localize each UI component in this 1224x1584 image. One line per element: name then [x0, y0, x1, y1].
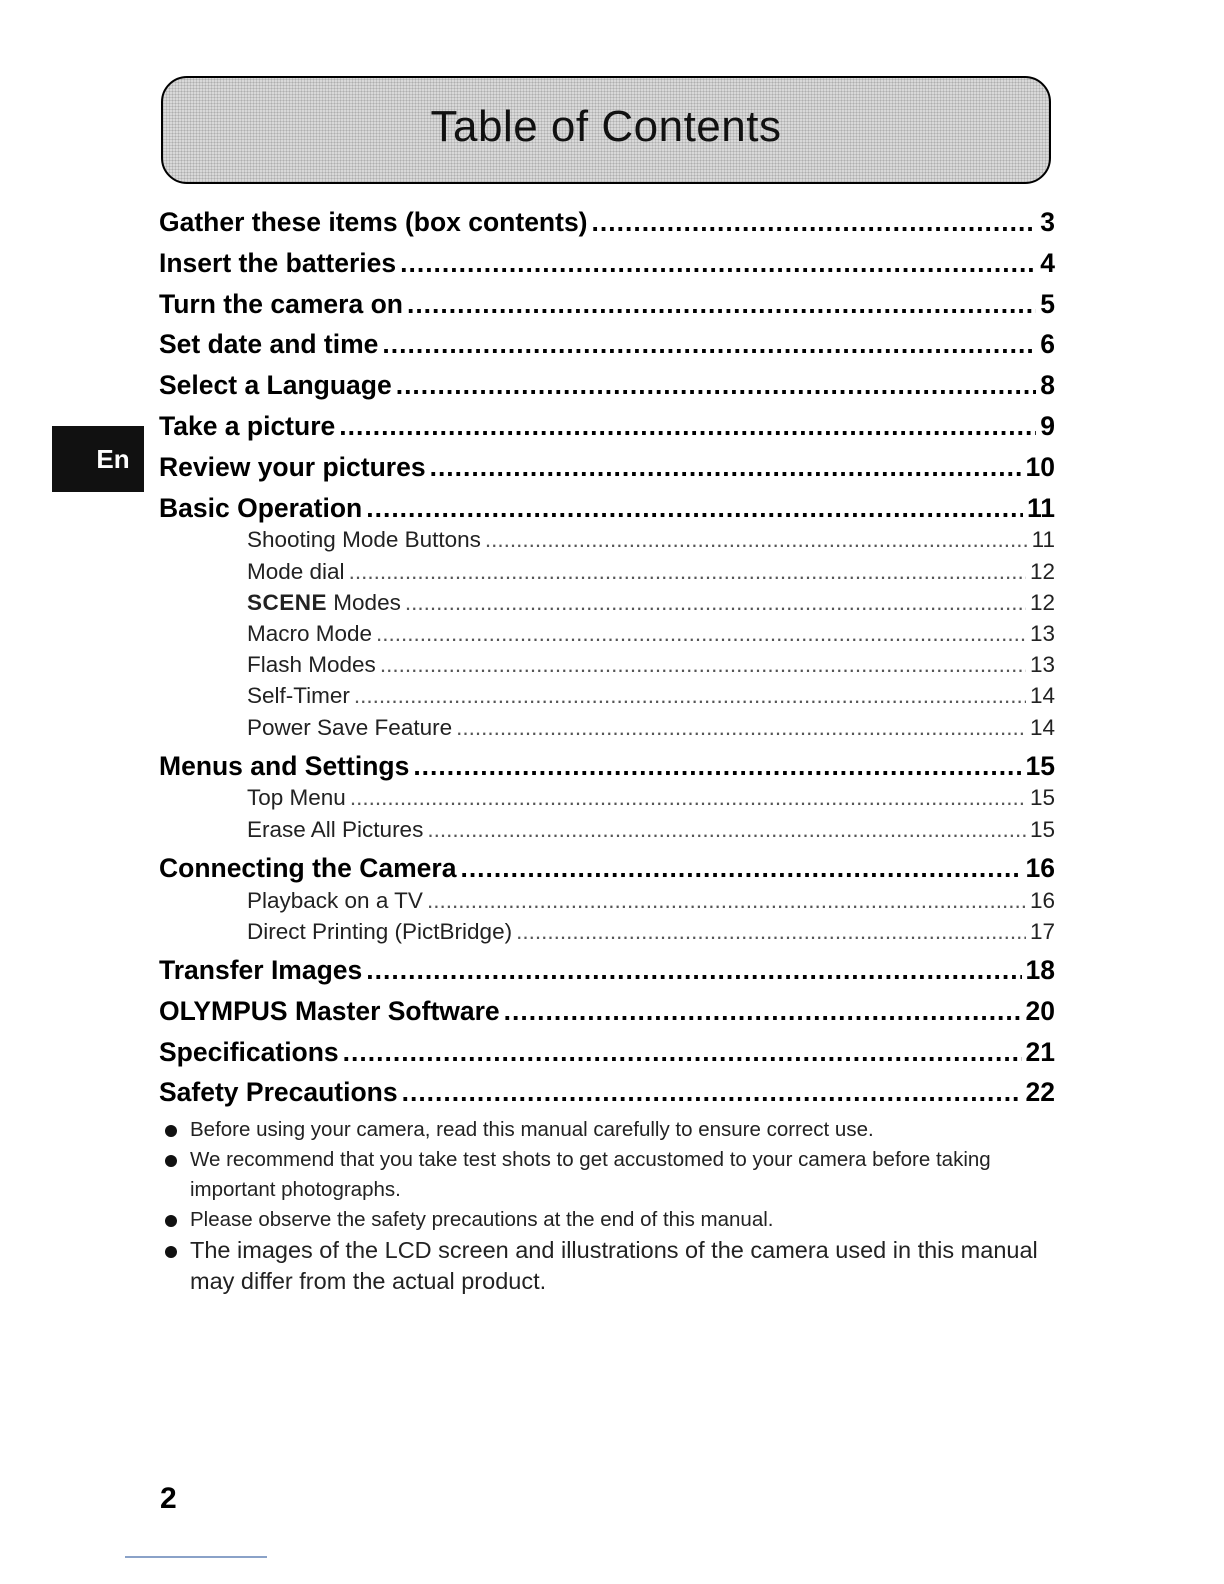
toc-entry-label: Shooting Mode Buttons	[247, 527, 481, 553]
note-item: Please observe the safety precautions at the end of this manual.	[162, 1205, 1042, 1235]
toc-subentry[interactable]	[159, 618, 1055, 649]
toc-page-number: 12	[1029, 589, 1055, 615]
dot-leader	[516, 916, 1026, 947]
dot-leader	[350, 782, 1026, 813]
toc-entry[interactable]	[159, 202, 1055, 243]
toc-entry-label: Review your pictures	[159, 451, 426, 482]
note-item: The images of the LCD screen and illustrations of the camera used in this manual may differ from the actual product.	[162, 1235, 1042, 1297]
toc-entry-label: Take a picture	[159, 410, 336, 441]
dot-leader	[485, 524, 1028, 555]
toc-subentry[interactable]	[159, 556, 1055, 587]
toc-entry[interactable]	[159, 1032, 1055, 1073]
toc-page-number: 20	[1025, 995, 1055, 1026]
dot-leader	[339, 406, 1036, 447]
table-of-contents	[159, 202, 1055, 1113]
dot-leader	[354, 680, 1026, 711]
toc-entry[interactable]	[159, 488, 1055, 529]
dot-leader	[366, 488, 1023, 529]
toc-entry-label: Select a Language	[159, 370, 392, 401]
toc-page-number: 6	[1040, 329, 1055, 360]
dot-leader	[376, 618, 1026, 649]
toc-page-number: 16	[1025, 852, 1055, 883]
toc-subentry[interactable]	[159, 814, 1055, 845]
toc-entry-label: Menus and Settings	[159, 750, 410, 781]
dot-leader	[405, 587, 1026, 618]
dot-leader	[402, 1072, 1022, 1113]
dot-leader	[460, 848, 1021, 889]
toc-entry[interactable]	[159, 1072, 1055, 1113]
toc-entry-label: Transfer Images	[159, 955, 363, 986]
footer-rule	[125, 1556, 267, 1558]
dot-leader	[382, 324, 1036, 365]
toc-entry-label-emphasis: SCENE	[247, 589, 328, 615]
toc-subentry[interactable]	[159, 916, 1055, 947]
toc-page-number: 12	[1029, 558, 1055, 584]
dot-leader	[592, 202, 1037, 243]
toc-entry[interactable]	[159, 848, 1055, 889]
toc-page-number: 15	[1029, 816, 1055, 842]
dot-leader	[456, 712, 1026, 743]
dot-leader	[430, 447, 1022, 488]
toc-entry[interactable]	[159, 950, 1055, 991]
toc-page-number: 14	[1029, 714, 1055, 740]
toc-subentry[interactable]	[159, 587, 1055, 618]
dot-leader	[343, 1032, 1022, 1073]
dot-leader	[366, 950, 1021, 991]
dot-leader	[380, 649, 1026, 680]
toc-page-number: 11	[1031, 527, 1055, 553]
toc-entry[interactable]	[159, 991, 1055, 1032]
toc-entry[interactable]	[159, 365, 1055, 406]
dot-leader	[504, 991, 1022, 1032]
page-number: 2	[160, 1482, 177, 1515]
toc-page-number: 15	[1025, 750, 1055, 781]
toc-entry-label: Erase All Pictures	[247, 816, 424, 842]
toc-subentry[interactable]	[159, 712, 1055, 743]
toc-page-number: 16	[1029, 887, 1055, 913]
toc-page-number: 14	[1029, 683, 1055, 709]
page-title: Table of Contents	[430, 102, 782, 151]
toc-page-number: 10	[1025, 451, 1055, 482]
toc-entry-label: Set date and time	[159, 329, 379, 360]
dot-leader	[349, 556, 1026, 587]
toc-entry-label: Specifications	[159, 1036, 339, 1067]
dot-leader	[413, 746, 1021, 787]
note-item: Before using your camera, read this manual carefully to ensure correct use.	[162, 1115, 1042, 1145]
toc-subentry[interactable]	[159, 782, 1055, 813]
toc-entry[interactable]	[159, 447, 1055, 488]
toc-entry-label: OLYMPUS Master Software	[159, 995, 500, 1026]
toc-entry-label: Direct Printing (PictBridge)	[247, 918, 513, 944]
toc-subentry[interactable]	[159, 649, 1055, 680]
notes-list	[162, 1115, 1042, 1297]
toc-page-number: 8	[1040, 370, 1055, 401]
toc-entry-label: Connecting the Camera	[159, 852, 457, 883]
toc-subentry[interactable]	[159, 885, 1055, 916]
toc-page-number: 9	[1040, 410, 1055, 441]
dot-leader	[400, 243, 1036, 284]
toc-entry[interactable]	[159, 746, 1055, 787]
toc-page-number: 21	[1025, 1036, 1055, 1067]
toc-entry-label: Basic Operation	[159, 492, 363, 523]
toc-page-number: 4	[1040, 247, 1055, 278]
toc-entry-label	[247, 587, 401, 618]
toc-page-number: 5	[1040, 288, 1055, 319]
toc-page-number: 17	[1029, 918, 1055, 944]
toc-subentry[interactable]	[159, 524, 1055, 555]
toc-entry-label: Top Menu	[247, 785, 346, 811]
toc-entry-label: Playback on a TV	[247, 887, 423, 913]
toc-entry[interactable]	[159, 324, 1055, 365]
language-tab: En	[52, 426, 144, 492]
toc-page-number: 13	[1029, 620, 1055, 646]
toc-page-number: 15	[1029, 785, 1055, 811]
toc-entry-label: Safety Precautions	[159, 1077, 398, 1108]
toc-entry[interactable]	[159, 284, 1055, 325]
toc-page-number: 22	[1025, 1077, 1055, 1108]
toc-entry-label: Turn the camera on	[159, 288, 403, 319]
toc-entry[interactable]	[159, 243, 1055, 284]
note-item: We recommend that you take test shots to get accustomed to your camera before taking important photographs.	[162, 1145, 1042, 1205]
title-banner	[161, 76, 1051, 184]
toc-entry-label: Gather these items (box contents)	[159, 207, 588, 237]
toc-page-number: 13	[1029, 652, 1055, 678]
toc-entry-label: Insert the batteries	[159, 247, 397, 278]
toc-page-number: 11	[1026, 492, 1055, 523]
toc-entry-label: Power Save Feature	[247, 714, 453, 740]
toc-entry-label-text: Modes	[333, 589, 401, 615]
dot-leader	[407, 284, 1036, 325]
dot-leader	[427, 885, 1026, 916]
dot-leader	[396, 365, 1037, 406]
toc-page-number: 3	[1040, 207, 1055, 237]
toc-subentry[interactable]	[159, 680, 1055, 711]
toc-page-number: 18	[1025, 955, 1055, 986]
toc-entry-label: Mode dial	[247, 558, 345, 584]
toc-entry[interactable]	[159, 406, 1055, 447]
toc-entry-label: Flash Modes	[247, 652, 376, 678]
toc-entry-label: Self-Timer	[247, 683, 350, 709]
toc-entry-label: Macro Mode	[247, 620, 373, 646]
dot-leader	[427, 814, 1026, 845]
